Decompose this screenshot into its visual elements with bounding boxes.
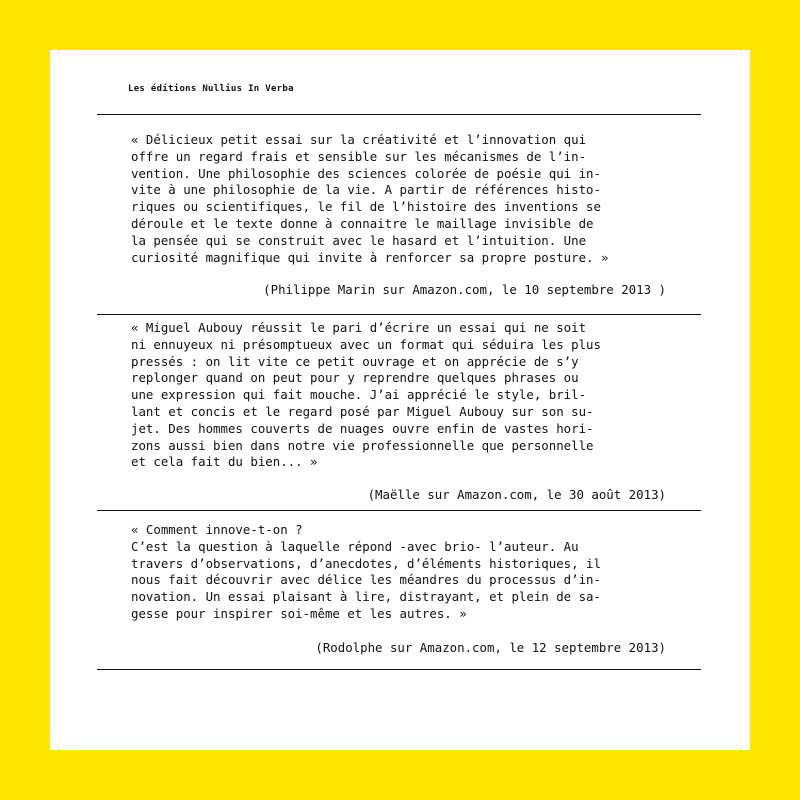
review-attribution: (Rodolphe sur Amazon.com, le 12 septembre 2013) xyxy=(315,640,666,655)
divider xyxy=(97,669,701,670)
divider xyxy=(97,114,701,115)
divider xyxy=(97,510,701,511)
review-quote: « Miguel Aubouy réussit le pari d’écrire un essai qui ne soit ni ennuyeux ni présomptueux avec un format qui séduira les plus pressés : on lit vite ce petit ouvrage et on apprécie de s’y replonger quand on peut pour y reprendre quelques phrases ou une expression qui fait mouche. J’ai apprécié le style, bril- lant et concis et le regard posé par Miguel Aubouy sur son su- jet. Des hommes couverts de nuages ouvre enfin de vastes hori- zons aussi bien dans notre vie professionnelle que personnelle et cela fait du bien... » xyxy=(131,320,601,470)
publisher-name: Les éditions Nullius In Verba xyxy=(128,84,294,94)
review-attribution: (Philippe Marin sur Amazon.com, le 10 septembre 2013 ) xyxy=(263,282,666,297)
page-sheet xyxy=(50,50,750,750)
divider xyxy=(97,314,701,315)
review-quote: « Comment innove-t-on ? C’est la question à laquelle répond -avec brio- l’auteur. Au travers d’observations, d’anecdotes, d’éléments historiques, il nous fait découvrir avec délice les méandres du processus d’in- novation. Un essai plaisant à lire, distrayant, et plein de sa- gesse pour inspirer soi-même et les autres. » xyxy=(131,522,601,621)
review-attribution: (Maëlle sur Amazon.com, le 30 août 2013) xyxy=(367,487,666,502)
review-quote: « Délicieux petit essai sur la créativité et l’innovation qui offre un regard frais et sensible sur les mécanismes de l’in- vention. Une philosophie des sciences colorée de poésie qui in- vite à une philosophie de la vie. A partir de références histo- riques ou scientifiques, le fil de l’histoire des inventions se déroule et le texte donne à connaitre le maillage invisible de la pensée qui se construit avec le hasard et l’intuition. Une curiosité magnifique qui invite à renforcer sa propre posture. » xyxy=(131,132,609,265)
